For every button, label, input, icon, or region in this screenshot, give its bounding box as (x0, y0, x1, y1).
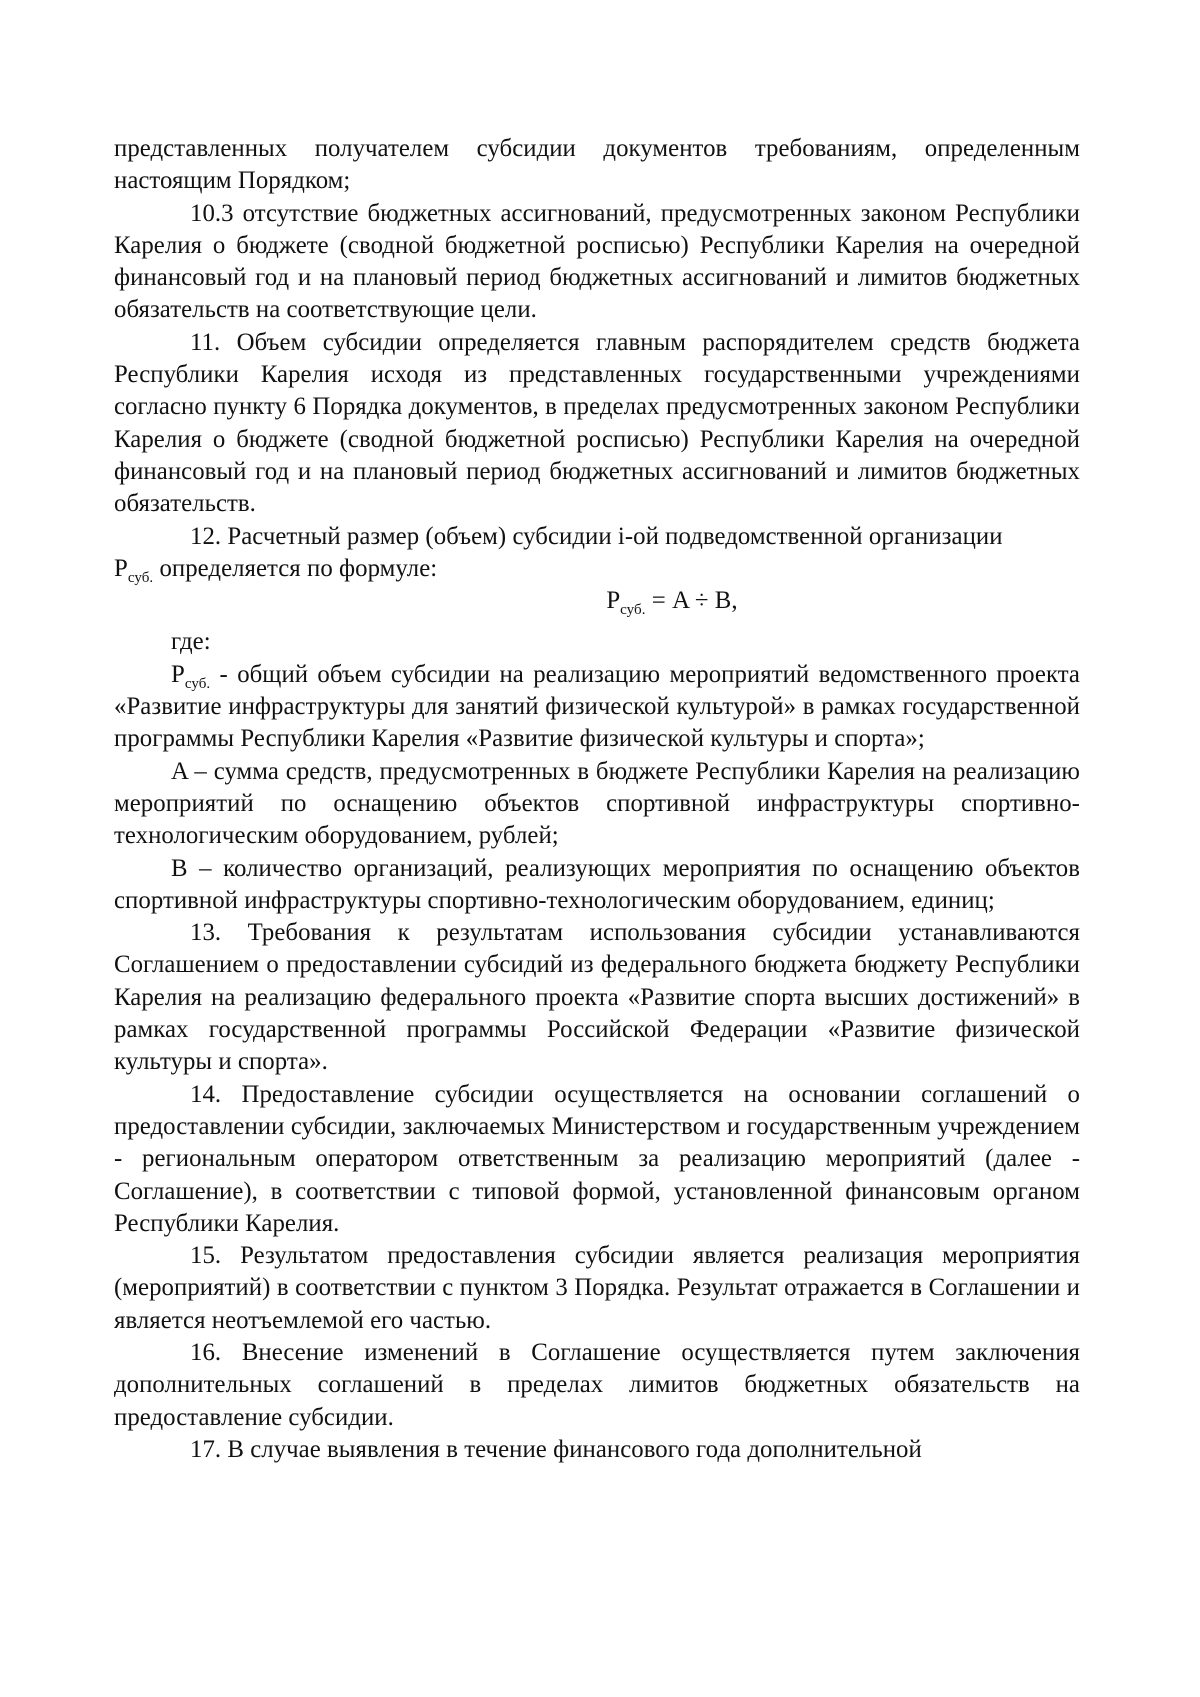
paragraph-17: 17. В случае выявления в течение финансового года дополнительной (190, 1435, 922, 1463)
paragraph-10-3: 10.3 отсутствие бюджетных ассигнований, предусмотренных законом Республики Карелия о бюджете (сводной бюджетной росписью) Республики Карелия на очередной финансовый год и на плановый период бюджетных ассигнований и лимитов бюджетных обязательств на соответствующие цели. (114, 199, 1080, 324)
paragraph-continuation: представленных получателем субсидии документов требованиям, определенным настоящим Порядком; (114, 135, 1080, 195)
definition-b: B – количество организаций, реализующих мероприятия по оснащению объектов спортивной инфраструктуры спортивно-технологическим оборудованием, единиц; (114, 854, 1080, 914)
formula-symbol: P (606, 587, 621, 615)
subsidy-symbol: P (114, 554, 128, 582)
definition-a: A – сумма средств, предусмотренных в бюджете Республики Карелия на реализацию мероприятий по оснащению объектов спортивной инфраструктуры спортивно-технологическим оборудованием, рублей; (114, 757, 1080, 850)
paragraph-11: 11. Объем субсидии определяется главным распорядителем средств бюджета Республики Карелия исходя из представленных государственными учреждениями согласно пункту 6 Порядка документов, в пределах предусмотренных законом Республики Карелия о бюджете (сводной бюджетной росписью) Республики Карелия на очередной финансовый год и на плановый период бюджетных ассигнований и лимитов бюджетных обязательств. (114, 328, 1080, 518)
paragraph-12-text: 12. Расчетный размер (объем) субсидии i-ой подведомственной организации (190, 522, 1003, 550)
formula-subscript: суб. (620, 602, 646, 619)
where-label: где: (171, 628, 211, 656)
paragraph-12-tail: определяется по формуле: (153, 554, 438, 582)
document-body (114, 133, 1080, 1466)
paragraph-15: 15. Результатом предоставления субсидии является реализация мероприятия (мероприятий) в соответствии с пунктом 3 Порядка. Результат отражается в Соглашении и является неотъемлемой его частью. (114, 1242, 1080, 1334)
paragraph-14: 14. Предоставление субсидии осуществляется на основании соглашений о предоставлении субсидии, заключаемых Министерством и государственным учреждением - региональным оператором ответственным за реализацию мероприятий (далее - Соглашение), в соответствии с типовой формой, установленной финансовым органом Республики Карелия. (114, 1080, 1080, 1237)
definition-p-symbol: P (171, 660, 185, 688)
paragraph-13: 13. Требования к результатам использования субсидии устанавливаются Соглашением о предоставлении субсидий из федерального бюджета бюджету Республики Карелия на реализацию федерального проекта «Развитие спорта высших достижений» в рамках государственной программы Российской Федерации «Развитие физической культуры и спорта». (114, 919, 1080, 1076)
paragraph-16: 16. Внесение изменений в Соглашение осуществляется путем заключения дополнительных соглашений в пределах лимитов бюджетных обязательств на предоставление субсидии. (114, 1338, 1080, 1431)
formula-rest: = A ÷ B, (645, 587, 738, 615)
definition-p-text: - общий объем субсидии на реализацию мероприятий ведомственного проекта «Развитие инфраструктуры для занятий физической культурой» в рамках государственной программы Республики Карелия «Развитие физической культуры и спорта»; (114, 660, 1080, 753)
subsidy-formula (114, 585, 1080, 617)
subsidy-subscript: суб. (127, 569, 154, 586)
paragraph-12 (114, 521, 1080, 586)
definition-p-subscript: суб. (184, 675, 211, 692)
definition-p (114, 659, 1080, 756)
